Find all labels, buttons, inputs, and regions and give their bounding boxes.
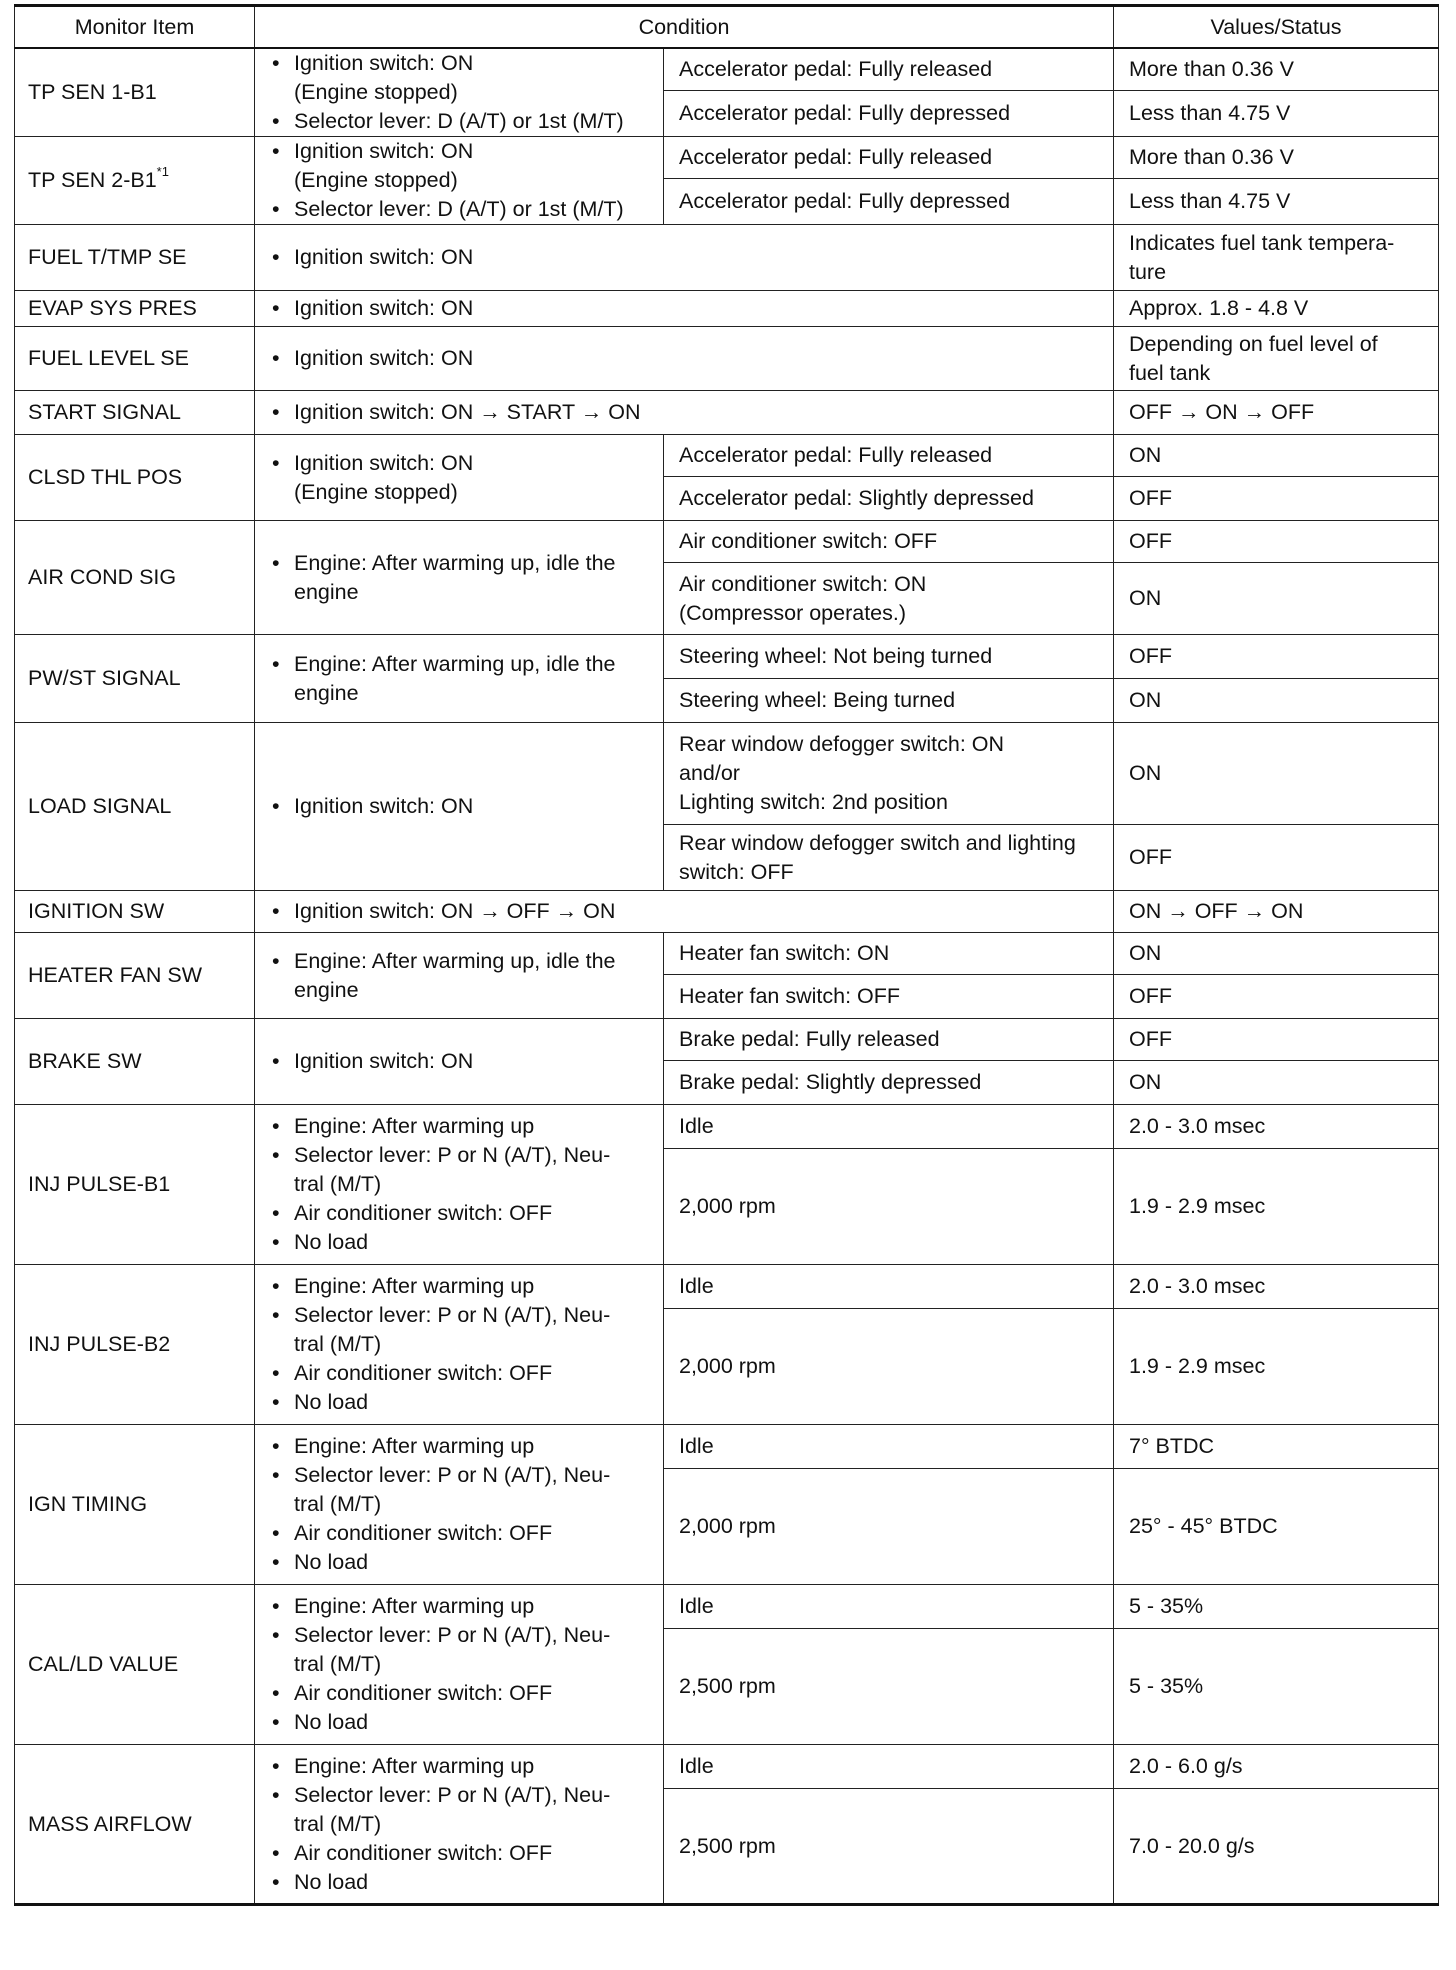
condition-bullet: • Ignition switch: ON: [270, 243, 1098, 272]
monitor-item: TP SEN 2-B1$^{*1}$: [15, 137, 255, 225]
condition-cell: [255, 1745, 664, 1905]
condition-cell: [255, 933, 664, 1019]
sub-condition: Idle: [664, 1265, 1114, 1309]
sub-condition: Idle: [664, 1745, 1114, 1789]
sub-condition: Brake pedal: Fully released: [664, 1019, 1114, 1061]
header-values-status: Values/Status: [1114, 6, 1439, 49]
table-row: [15, 891, 1439, 933]
sub-condition: Steering wheel: Being turned: [664, 679, 1114, 723]
sub-condition: 2,000 rpm: [664, 1309, 1114, 1425]
monitor-item: IGNITION SW: [15, 891, 255, 933]
table-row: [15, 933, 1439, 975]
condition-bullet: • Ignition switch: ON: [270, 294, 1098, 323]
table-row: [15, 1265, 1439, 1309]
sub-condition: Heater fan switch: OFF: [664, 975, 1114, 1019]
condition-bullet: • Engine: After warming up: [270, 1752, 648, 1781]
table-row: [15, 435, 1439, 477]
value-cell: OFF: [1114, 477, 1439, 521]
condition-bullet: • No load: [270, 1388, 648, 1417]
value-cell: 7.0 - 20.0 g/s: [1114, 1789, 1439, 1905]
value-cell: ON: [1114, 1061, 1439, 1105]
monitor-item: LOAD SIGNAL: [15, 723, 255, 891]
condition-bullet: • Selector lever: P or N (A/T), Neu- tral (M/T): [270, 1461, 648, 1519]
value-cell: ON → OFF → ON: [1114, 891, 1439, 933]
condition-cell: [255, 1585, 664, 1745]
condition-cell: [255, 1425, 664, 1585]
value-cell: OFF: [1114, 635, 1439, 679]
condition-bullet: • Ignition switch: ON: [270, 792, 648, 821]
condition-cell: [255, 891, 1114, 933]
table-row: [15, 635, 1439, 679]
condition-bullet: • No load: [270, 1228, 648, 1257]
sub-condition: Brake pedal: Slightly depressed: [664, 1061, 1114, 1105]
condition-bullet: • Ignition switch: ON (Engine stopped): [270, 449, 648, 507]
sub-condition: Air conditioner switch: OFF: [664, 521, 1114, 563]
monitor-item: AIR COND SIG: [15, 521, 255, 635]
value-cell: Depending on fuel level of fuel tank: [1114, 327, 1439, 391]
monitor-item: PW/ST SIGNAL: [15, 635, 255, 723]
condition-cell: [255, 1265, 664, 1425]
value-cell: OFF → ON → OFF: [1114, 391, 1439, 435]
condition-bullet: • Ignition switch: ON (Engine stopped): [270, 137, 648, 195]
condition-cell: [255, 291, 1114, 327]
condition-bullet: • Ignition switch: ON: [270, 344, 1098, 373]
monitor-item-table: [14, 4, 1439, 1906]
condition-bullet: • Air conditioner switch: OFF: [270, 1839, 648, 1868]
condition-bullet: • No load: [270, 1548, 648, 1577]
value-cell: 25° - 45° BTDC: [1114, 1469, 1439, 1585]
condition-bullet: • Ignition switch: ON → OFF → ON: [270, 897, 1098, 926]
condition-bullet: • No load: [270, 1868, 648, 1897]
condition-cell: [255, 723, 664, 891]
condition-cell: [255, 391, 1114, 435]
table-row: [15, 1105, 1439, 1149]
sub-condition: Rear window defogger switch: ON and/or Lighting switch: 2nd position: [664, 723, 1114, 825]
table-row: [15, 327, 1439, 391]
value-cell: More than 0.36 V: [1114, 137, 1439, 179]
condition-bullet: • No load: [270, 1708, 648, 1737]
table-row: [15, 1019, 1439, 1061]
sub-condition: Idle: [664, 1425, 1114, 1469]
condition-bullet: • Air conditioner switch: OFF: [270, 1359, 648, 1388]
sub-condition: Heater fan switch: ON: [664, 933, 1114, 975]
value-cell: 2.0 - 3.0 msec: [1114, 1265, 1439, 1309]
condition-cell: [255, 327, 1114, 391]
condition-bullet: • Engine: After warming up, idle the engine: [270, 549, 648, 607]
monitor-item: INJ PULSE-B2: [15, 1265, 255, 1425]
table-row: [15, 723, 1439, 825]
condition-cell: [255, 435, 664, 521]
condition-cell: [255, 225, 1114, 291]
sub-condition: Rear window defogger switch and lighting switch: OFF: [664, 825, 1114, 891]
condition-bullet: • Selector lever: D (A/T) or 1st (M/T): [270, 195, 648, 224]
monitor-table-page: [14, 4, 1438, 1906]
value-cell: Indicates fuel tank tempera- ture: [1114, 225, 1439, 291]
condition-bullet: • Engine: After warming up: [270, 1432, 648, 1461]
value-cell: 2.0 - 6.0 g/s: [1114, 1745, 1439, 1789]
table-row: [15, 1585, 1439, 1629]
monitor-item: HEATER FAN SW: [15, 933, 255, 1019]
sub-condition: Idle: [664, 1585, 1114, 1629]
condition-bullet: • Air conditioner switch: OFF: [270, 1519, 648, 1548]
value-cell: 1.9 - 2.9 msec: [1114, 1149, 1439, 1265]
monitor-item: FUEL LEVEL SE: [15, 327, 255, 391]
monitor-item: IGN TIMING: [15, 1425, 255, 1585]
table-row: [15, 137, 1439, 179]
value-cell: Less than 4.75 V: [1114, 90, 1439, 136]
condition-cell: [255, 635, 664, 723]
table-row: [15, 521, 1439, 563]
sub-condition: Accelerator pedal: Fully depressed: [664, 90, 1114, 136]
sub-condition: Air conditioner switch: ON (Compressor operates.): [664, 563, 1114, 635]
sub-condition: Accelerator pedal: Fully released: [664, 137, 1114, 179]
monitor-item: MASS AIRFLOW: [15, 1745, 255, 1905]
monitor-item: START SIGNAL: [15, 391, 255, 435]
value-cell: ON: [1114, 435, 1439, 477]
header-monitor-item: Monitor Item: [15, 6, 255, 49]
footnote-mark: *1: [156, 163, 169, 179]
condition-bullet: • Selector lever: P or N (A/T), Neu- tral (M/T): [270, 1781, 648, 1839]
value-cell: Less than 4.75 V: [1114, 179, 1439, 225]
monitor-item: BRAKE SW: [15, 1019, 255, 1105]
sub-condition: Accelerator pedal: Fully depressed: [664, 179, 1114, 225]
table-row: [15, 291, 1439, 327]
condition-bullet: • Selector lever: P or N (A/T), Neu- tral (M/T): [270, 1621, 648, 1679]
monitor-item: TP SEN 1-B1: [15, 48, 255, 137]
condition-bullet: • Ignition switch: ON (Engine stopped): [270, 49, 648, 107]
table-row: [15, 225, 1439, 291]
sub-condition: 2,000 rpm: [664, 1469, 1114, 1585]
header-row: [15, 6, 1439, 49]
value-cell: ON: [1114, 679, 1439, 723]
sub-condition: 2,500 rpm: [664, 1629, 1114, 1745]
value-cell: OFF: [1114, 521, 1439, 563]
sub-condition: Accelerator pedal: Fully released: [664, 435, 1114, 477]
value-cell: ON: [1114, 563, 1439, 635]
monitor-item: EVAP SYS PRES: [15, 291, 255, 327]
sub-condition: 2,000 rpm: [664, 1149, 1114, 1265]
value-cell: 2.0 - 3.0 msec: [1114, 1105, 1439, 1149]
value-cell: OFF: [1114, 825, 1439, 891]
monitor-item: FUEL T/TMP SE: [15, 225, 255, 291]
condition-bullet: • Selector lever: P or N (A/T), Neu- tral (M/T): [270, 1141, 648, 1199]
condition-bullet: • Engine: After warming up: [270, 1272, 648, 1301]
sub-condition: Steering wheel: Not being turned: [664, 635, 1114, 679]
monitor-item: CAL/LD VALUE: [15, 1585, 255, 1745]
sub-condition: Accelerator pedal: Slightly depressed: [664, 477, 1114, 521]
condition-cell: [255, 1019, 664, 1105]
value-cell: OFF: [1114, 975, 1439, 1019]
value-cell: 5 - 35%: [1114, 1629, 1439, 1745]
value-cell: Approx. 1.8 - 4.8 V: [1114, 291, 1439, 327]
header-condition: Condition: [255, 6, 1114, 49]
table-row: [15, 1745, 1439, 1789]
condition-cell: [255, 137, 664, 225]
condition-bullet: • Selector lever: D (A/T) or 1st (M/T): [270, 107, 648, 136]
condition-cell: [255, 1105, 664, 1265]
condition-bullet: • Engine: After warming up: [270, 1592, 648, 1621]
condition-cell: [255, 521, 664, 635]
condition-bullet: • Ignition switch: ON: [270, 1047, 648, 1076]
condition-cell: [255, 48, 664, 137]
monitor-item: CLSD THL POS: [15, 435, 255, 521]
condition-bullet: • Engine: After warming up, idle the engine: [270, 650, 648, 708]
value-cell: 5 - 35%: [1114, 1585, 1439, 1629]
value-cell: 7° BTDC: [1114, 1425, 1439, 1469]
value-cell: OFF: [1114, 1019, 1439, 1061]
table-row: [15, 391, 1439, 435]
condition-bullet: • Selector lever: P or N (A/T), Neu- tral (M/T): [270, 1301, 648, 1359]
condition-bullet: • Ignition switch: ON → START → ON: [270, 398, 1098, 427]
condition-bullet: • Engine: After warming up, idle the engine: [270, 947, 648, 1005]
condition-bullet: • Air conditioner switch: OFF: [270, 1679, 648, 1708]
value-cell: ON: [1114, 723, 1439, 825]
sub-condition: 2,500 rpm: [664, 1789, 1114, 1905]
table-row: [15, 48, 1439, 90]
table-row: [15, 1425, 1439, 1469]
value-cell: More than 0.36 V: [1114, 48, 1439, 90]
condition-bullet: • Engine: After warming up: [270, 1112, 648, 1141]
value-cell: 1.9 - 2.9 msec: [1114, 1309, 1439, 1425]
value-cell: ON: [1114, 933, 1439, 975]
monitor-item: INJ PULSE-B1: [15, 1105, 255, 1265]
sub-condition: Accelerator pedal: Fully released: [664, 48, 1114, 90]
condition-bullet: • Air conditioner switch: OFF: [270, 1199, 648, 1228]
sub-condition: Idle: [664, 1105, 1114, 1149]
